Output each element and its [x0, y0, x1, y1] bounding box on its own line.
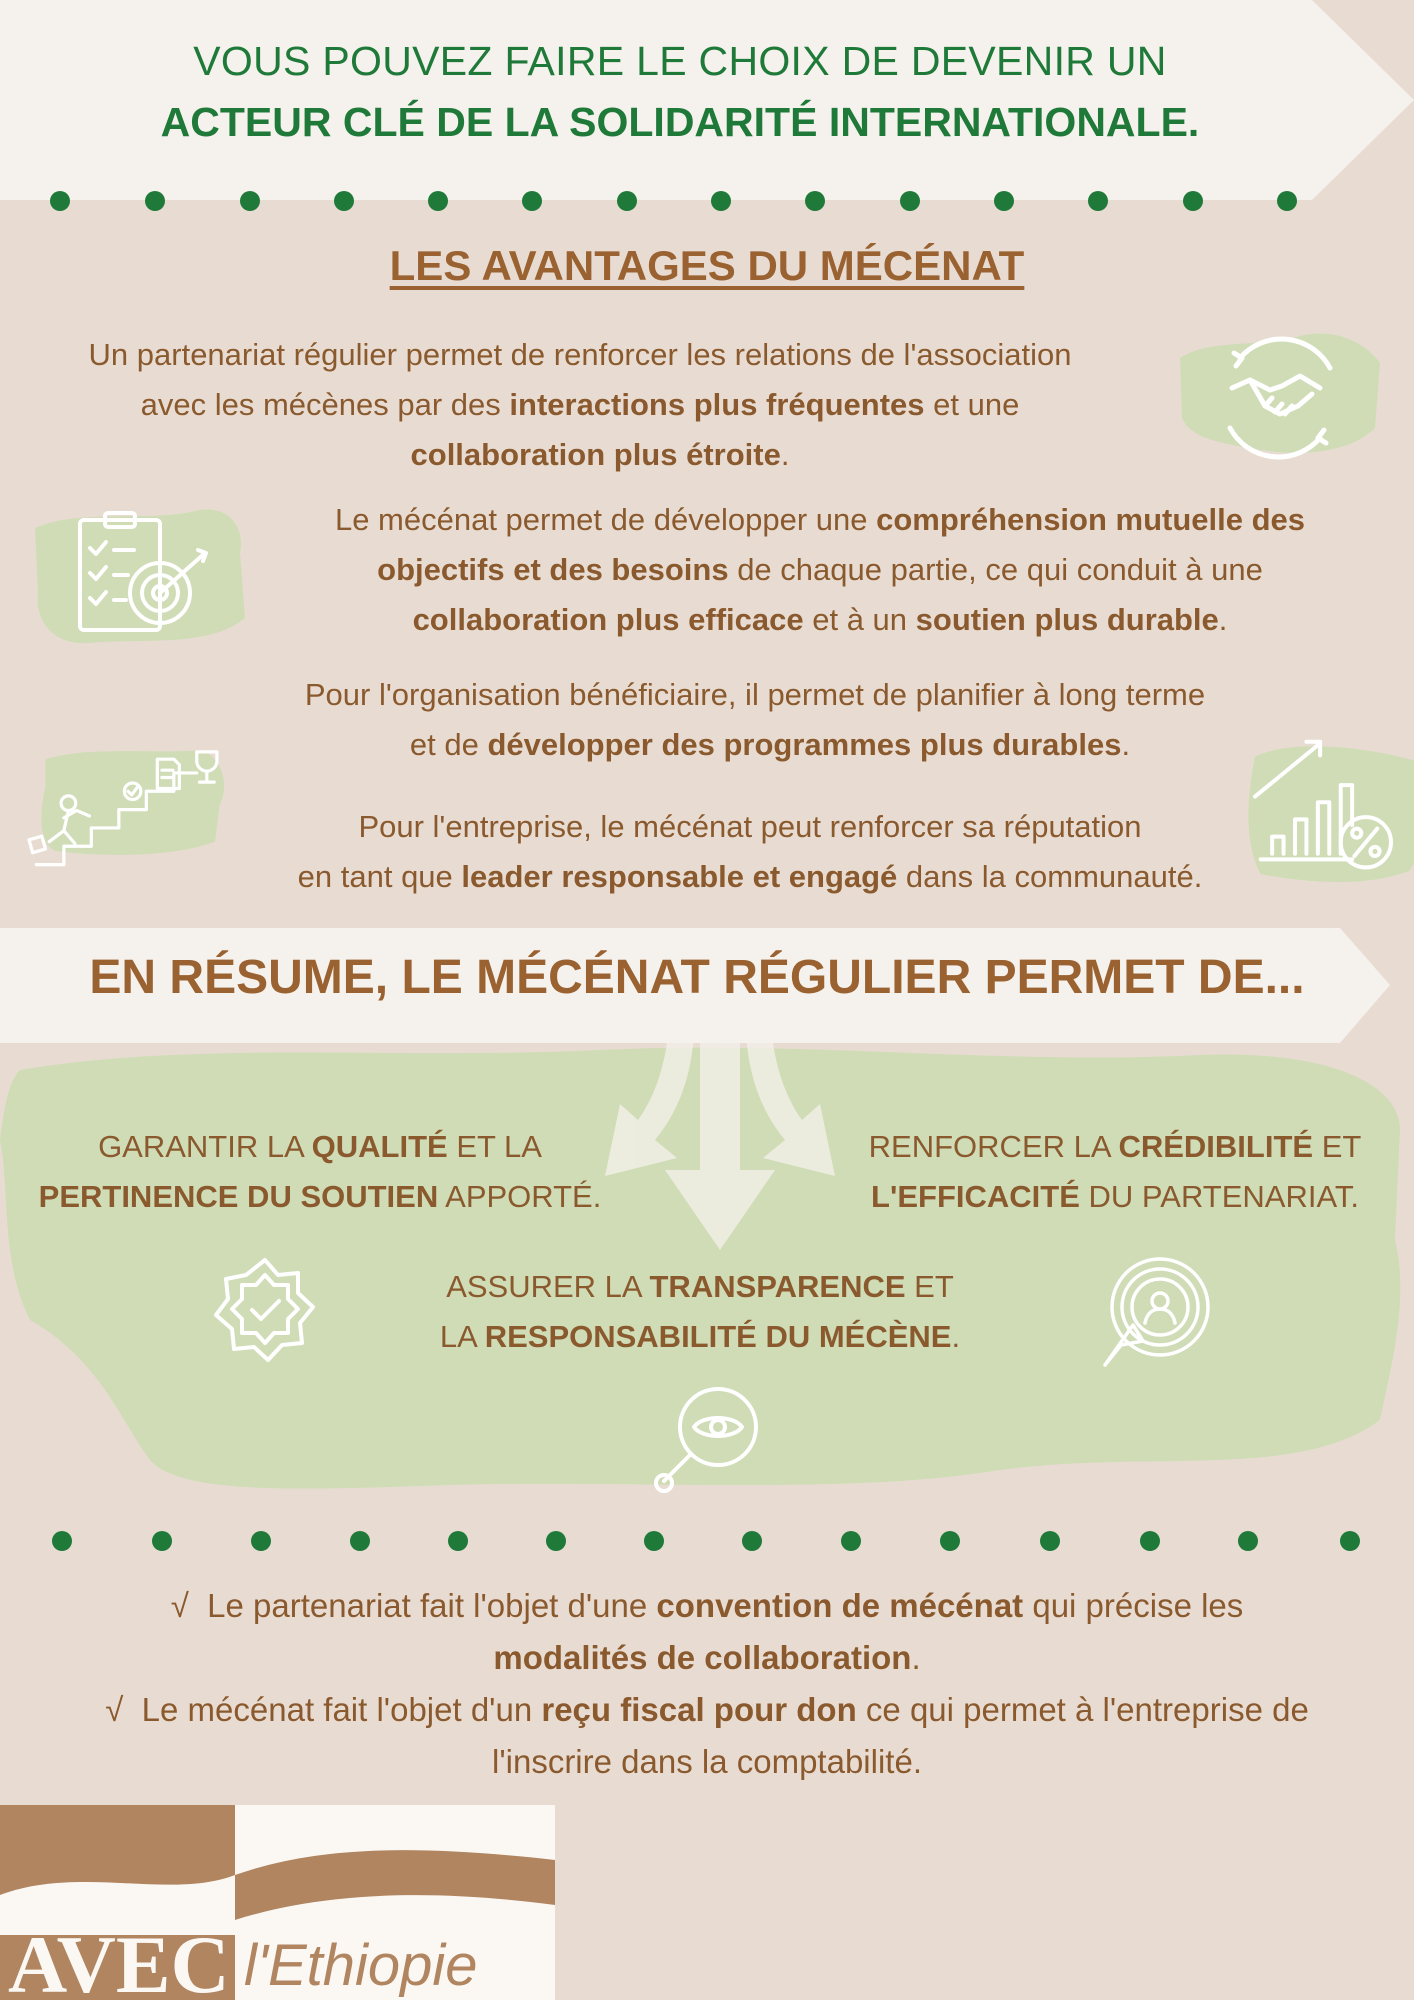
p3-line-1: Pour l'organisation bénéficiaire, il permet de planifier à long terme	[304, 677, 1206, 712]
header-line-1: VOUS POUVEZ FAIRE LE CHOIX DE DEVENIR UN	[193, 38, 1167, 84]
advantage-paragraph-4	[180, 802, 1320, 902]
p1-line-3: collaboration plus étroite.	[410, 437, 790, 472]
header-text	[30, 38, 1330, 146]
summary-title: EN RÉSUME, LE MÉCÉNAT RÉGULIER PERMET DE...	[89, 951, 1305, 1004]
target-checklist-icon	[30, 498, 250, 658]
note-1-line-2: modalités de collaboration.	[493, 1639, 921, 1676]
summary-right-line-2: L'EFFICACITÉ DU PARTENARIAT.	[871, 1179, 1359, 1214]
advantages-title: LES AVANTAGES DU MÉCÉNAT	[389, 242, 1025, 289]
p4-line-1: Pour l'entreprise, le mécénat peut renforcer sa réputation	[358, 809, 1142, 844]
summary-left-line-2: PERTINENCE DU SOUTIEN APPORTÉ.	[38, 1179, 602, 1214]
summary-item-quality	[0, 1122, 640, 1222]
avec-ethiopie-logo	[0, 1805, 560, 2000]
dot-divider-bottom	[0, 1526, 1414, 1556]
logo-word-avec: AVEC	[8, 1919, 230, 2000]
note-2-line-2: l'inscrire dans la comptabilité.	[492, 1743, 922, 1780]
notes	[0, 1580, 1414, 1788]
credibility-target-icon	[1095, 1255, 1215, 1370]
advantage-paragraph-2	[240, 495, 1400, 645]
summary-left-line-1: GARANTIR LA QUALITÉ ET LA	[98, 1129, 542, 1164]
summary-center-line-1: ASSURER LA TRANSPARENCE ET	[446, 1269, 954, 1304]
quality-badge-icon	[210, 1255, 320, 1365]
p3-line-2: et de développer des programmes plus durables.	[409, 727, 1131, 762]
summary-item-credibility	[825, 1122, 1405, 1222]
summary-center-line-2: LA RESPONSABILITÉ DU MÉCÈNE.	[439, 1319, 961, 1354]
p1-line-1: Un partenariat régulier permet de renforcer les relations de l'association	[88, 337, 1072, 372]
note-1-line-1: √ Le partenariat fait l'objet d'une convention de mécénat qui précise les	[170, 1587, 1244, 1624]
handshake-icon	[1170, 318, 1390, 478]
note-2-line-1: √ Le mécénat fait l'objet d'un reçu fiscal pour don ce qui permet à l'entreprise de	[105, 1691, 1309, 1728]
p1-line-2: avec les mécènes par des interactions plus fréquentes et une	[140, 387, 1020, 422]
logo-word-ethiopie: l'Ethiopie	[244, 1933, 478, 1998]
transparency-magnifier-icon	[650, 1385, 765, 1495]
summary-right-line-1: RENFORCER LA CRÉDIBILITÉ ET	[868, 1129, 1362, 1164]
header-line-2: ACTEUR CLÉ DE LA SOLIDARITÉ INTERNATIONALE.	[160, 99, 1200, 145]
p4-line-2: en tant que leader responsable et engagé dans la communauté.	[297, 859, 1203, 894]
dot-divider-top	[0, 186, 1414, 216]
p2-line-3: collaboration plus efficace et à un soutien plus durable.	[412, 602, 1228, 637]
summary-item-transparency	[380, 1262, 1020, 1362]
p2-line-2: objectifs et des besoins de chaque partie, ce qui conduit à une	[377, 552, 1263, 587]
advantage-paragraph-1	[10, 330, 1150, 480]
advantage-paragraph-3	[200, 670, 1310, 770]
p2-line-1: Le mécénat permet de développer une compréhension mutuelle des	[334, 502, 1306, 537]
